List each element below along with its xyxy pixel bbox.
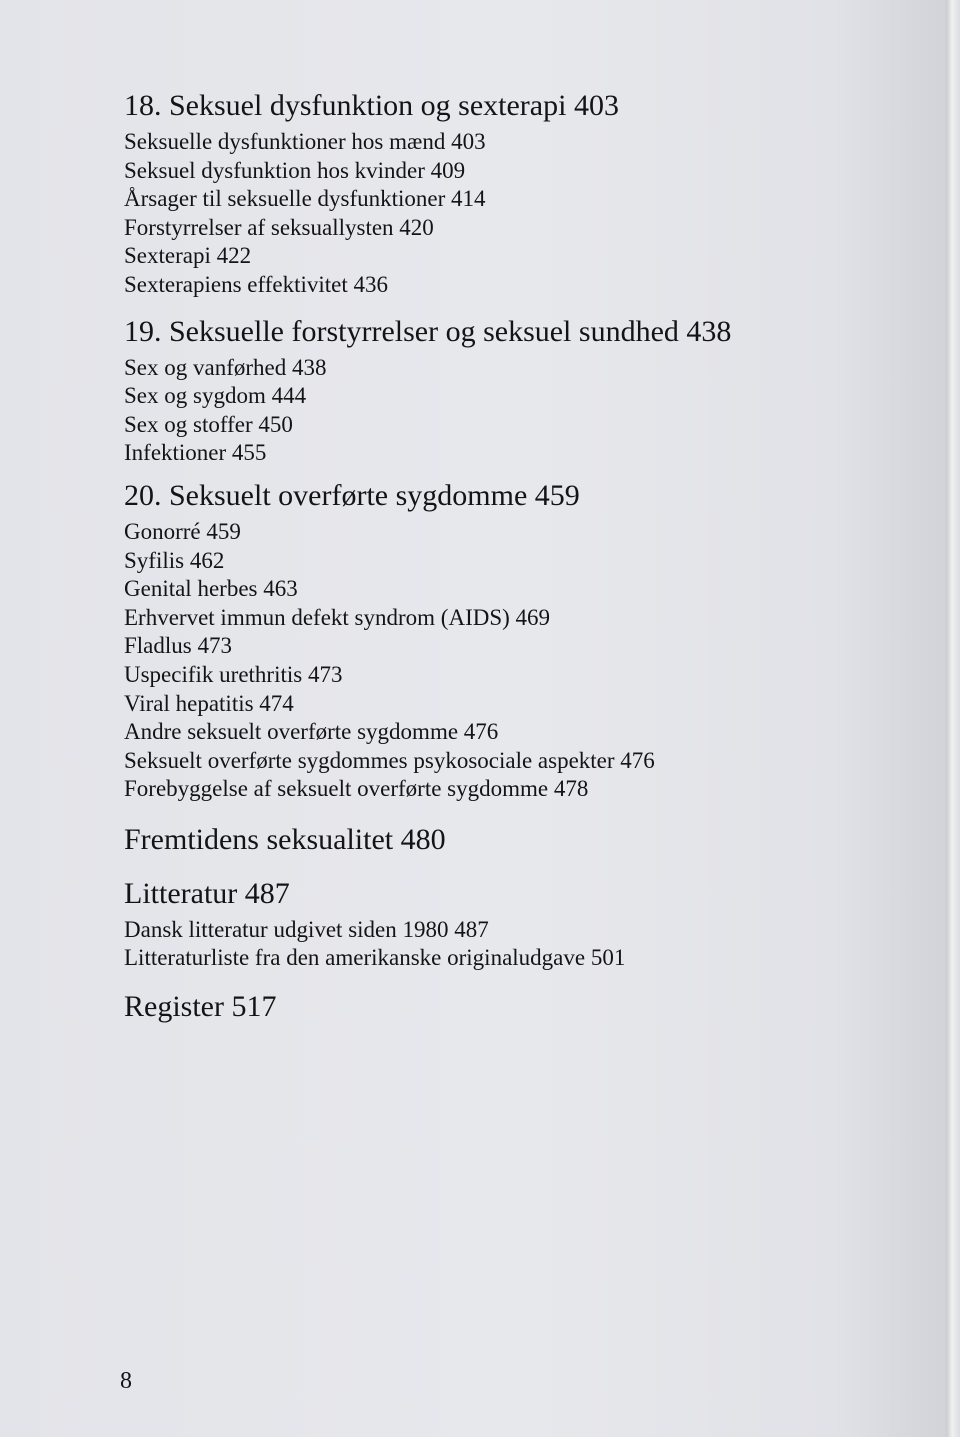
toc-entry: Gonorré 459: [124, 518, 241, 544]
chapter-18: [124, 86, 924, 300]
page-edge: [946, 0, 960, 1437]
toc-entry: Sex og sygdom 444: [124, 383, 307, 409]
toc-entry: Seksuelle dysfunktioner hos mænd 403: [124, 129, 486, 154]
toc-entry: Sexterapiens effektivitet 436: [124, 271, 388, 297]
chapter-20: [124, 476, 924, 804]
toc-entry: Andre seksuelt overførte sygdomme 476: [124, 719, 499, 745]
chapter-entries: [124, 128, 924, 300]
chapter-register: [124, 987, 924, 1027]
chapter-19: [124, 312, 924, 468]
toc-entry: Erhvervet immun defekt syndrom (AIDS) 469: [124, 604, 551, 630]
chapter-entries: [124, 518, 924, 804]
chapter-title: Register 517: [124, 990, 277, 1024]
chapter-title: 20. Seksuelt overførte sygdomme 459: [124, 478, 580, 512]
chapter-title: Fremtidens seksualitet 480: [124, 822, 446, 856]
chapter-title: 19. Seksuelle forstyrrelser og seksuel sundhed 438: [124, 314, 732, 348]
toc-entry: Årsager til seksuelle dysfunktioner 414: [124, 186, 486, 212]
chapter-litteratur: [124, 874, 924, 973]
toc-entry: Seksuelt overførte sygdommes psykosociale aspekter 476: [124, 747, 655, 773]
toc-entry: Uspecifik urethritis 473: [124, 661, 343, 687]
chapter-fremtidens-seksualitet: [124, 820, 924, 860]
toc-entry: Litteraturliste fra den amerikanske originaludgave 501: [124, 945, 626, 971]
toc-entry: Infektioner 455: [124, 440, 267, 466]
toc-entry: Forebyggelse af seksuelt overførte sygdomme 478: [124, 776, 589, 802]
toc-entry: Sex og vanførhed 438: [124, 354, 327, 380]
toc-entry: Sex og stoffer 450: [124, 411, 293, 437]
toc-entry: Dansk litteratur udgivet siden 1980 487: [124, 916, 489, 942]
table-of-contents: [124, 86, 924, 1029]
toc-entry: Syfilis 462: [124, 547, 225, 573]
toc-entry: Genital herbes 463: [124, 576, 298, 602]
toc-entry: Fladlus 473: [124, 633, 232, 659]
toc-entry: Sexterapi 422: [124, 243, 252, 269]
chapter-entries: [124, 916, 924, 973]
toc-entry: Seksuel dysfunktion hos kvinder 409: [124, 157, 466, 183]
page-number: 8: [120, 1368, 132, 1394]
toc-entry: Forstyrrelser af seksuallysten 420: [124, 214, 434, 240]
toc-entry: Viral hepatitis 474: [124, 690, 294, 716]
chapter-entries: [124, 354, 924, 468]
chapter-title: 18. Seksuel dysfunktion og sexterapi 403: [124, 89, 619, 122]
chapter-title: Litteratur 487: [124, 876, 290, 910]
